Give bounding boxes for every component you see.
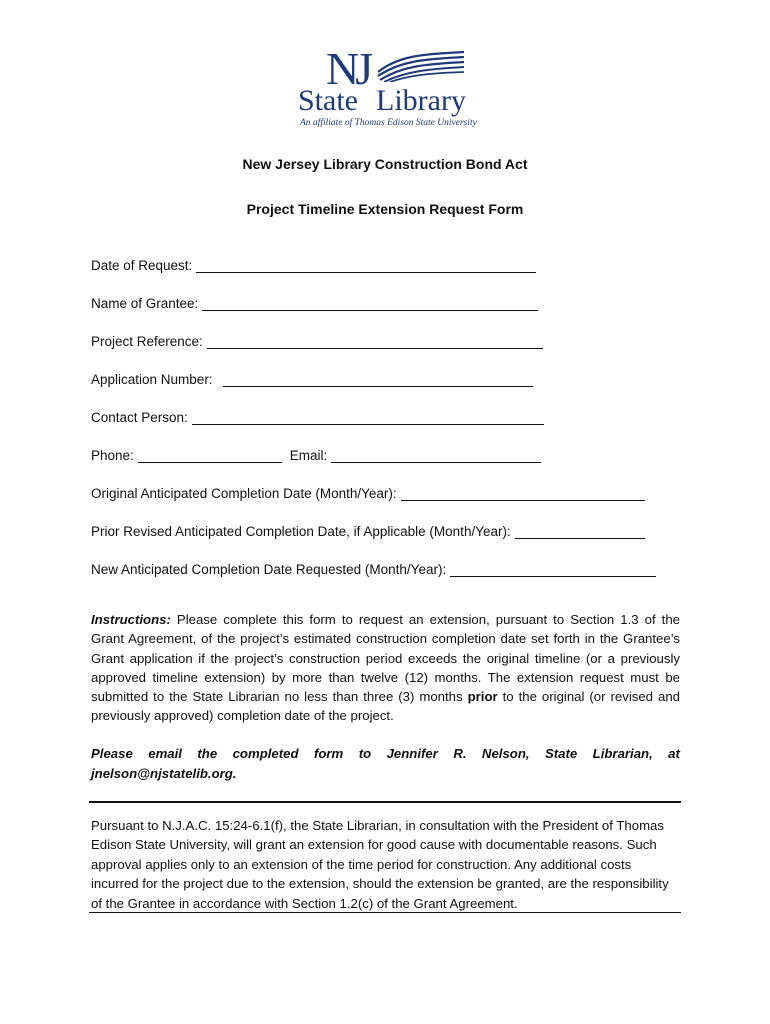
original-date-row [91,486,645,501]
form-subtitle: Project Timeline Extension Request Form [246,201,524,217]
contact-person-row [91,410,544,425]
section-divider [89,801,681,803]
email-instruction [91,744,680,784]
flag-waves-icon [374,50,468,82]
form-main-title: New Jersey Library Construction Bond Act [242,156,528,172]
email-note-word: completed [232,746,299,761]
new-date-label: New Anticipated Completion Date Requested (Month/Year): [91,562,447,577]
project-reference-row [91,334,543,349]
logo-state-word: State [298,84,358,117]
contact-person-line[interactable] [192,410,544,425]
email-note-word: form [313,746,344,761]
name-of-grantee-row [91,296,538,311]
phone-line[interactable] [138,448,282,463]
application-number-line[interactable] [223,372,533,387]
email-note-word: State [544,746,578,761]
email-note-word: Jennifer [386,746,438,761]
logo-nj-letters: NJ [326,43,370,94]
instructions-bold-prior: prior [467,689,498,705]
logo-affiliate-line: An affiliate of Thomas Edison State University [300,118,477,128]
instructions-paragraph [91,610,680,726]
date-of-request-line[interactable] [196,258,536,273]
contact-person-label: Contact Person: [91,410,188,425]
email-note-word: Nelson, [481,746,530,761]
instructions-label: Instructions: [91,612,171,627]
project-reference-label: Project Reference: [91,334,203,349]
instructions-text-1: Please complete this form to request an extension, pursuant to Section 1.3 of the Grant Agreement, of the project’s estimated construction completion date set forth in the Grantee’s Grant application if the project’s construction period exceeds the original timeline (or a previously approved timeline extension) by more than twelve (12) months. The extension request must be submitted to the State Librarian no less than three (3) months [91,612,680,705]
name-of-grantee-label: Name of Grantee: [91,296,199,311]
new-date-row [91,562,656,577]
email-note-word: Librarian, [592,746,653,761]
date-of-request-label: Date of Request: [91,258,193,273]
application-number-label: Application Number: [91,372,213,387]
name-of-grantee-line[interactable] [202,296,538,311]
email-note-word: at [668,746,680,761]
nj-state-library-logo [288,40,488,132]
prior-revised-date-label: Prior Revised Anticipated Completion Date, if Applicable (Month/Year): [91,524,511,539]
phone-email-row [91,448,541,463]
email-note-word: Please [91,746,133,761]
original-date-label: Original Anticipated Completion Date (Month/Year): [91,486,397,501]
email-line[interactable] [331,448,541,463]
email-note-word: the [197,746,218,761]
logo-library-word: Library [376,84,466,117]
bottom-rule [89,912,681,913]
instructions-text-2: to the original (or revised and previously approved) completion date of the project. [91,689,680,724]
email-instruction-line-1 [91,744,680,764]
prior-revised-date-row [91,524,645,539]
application-number-row [91,372,533,387]
prior-revised-date-line[interactable] [515,524,645,539]
email-label: Email: [289,448,328,463]
project-reference-line[interactable] [207,334,543,349]
date-of-request-row [91,258,536,273]
email-note-word: email [148,746,182,761]
email-note-word: R. [453,746,467,761]
email-address-link[interactable]: jnelson@njstatelib.org. [91,766,237,781]
pursuant-paragraph: Pursuant to N.J.A.C. 15:24-6.1(f), the State Librarian, in consultation with the President of Thomas Edison State University, will grant an extension for good cause with documentable reasons. Such approval applies only to an extension of the time period for construction. Any additional costs incurred for the project due to the extension, should the extension be granted, are the responsibility of the Grantee in accordance with Section 1.2(c) of the Grant Agreement. [91,818,669,911]
new-date-line[interactable] [450,562,656,577]
email-note-word: to [358,746,372,761]
original-date-line[interactable] [401,486,645,501]
phone-label: Phone: [91,448,134,463]
